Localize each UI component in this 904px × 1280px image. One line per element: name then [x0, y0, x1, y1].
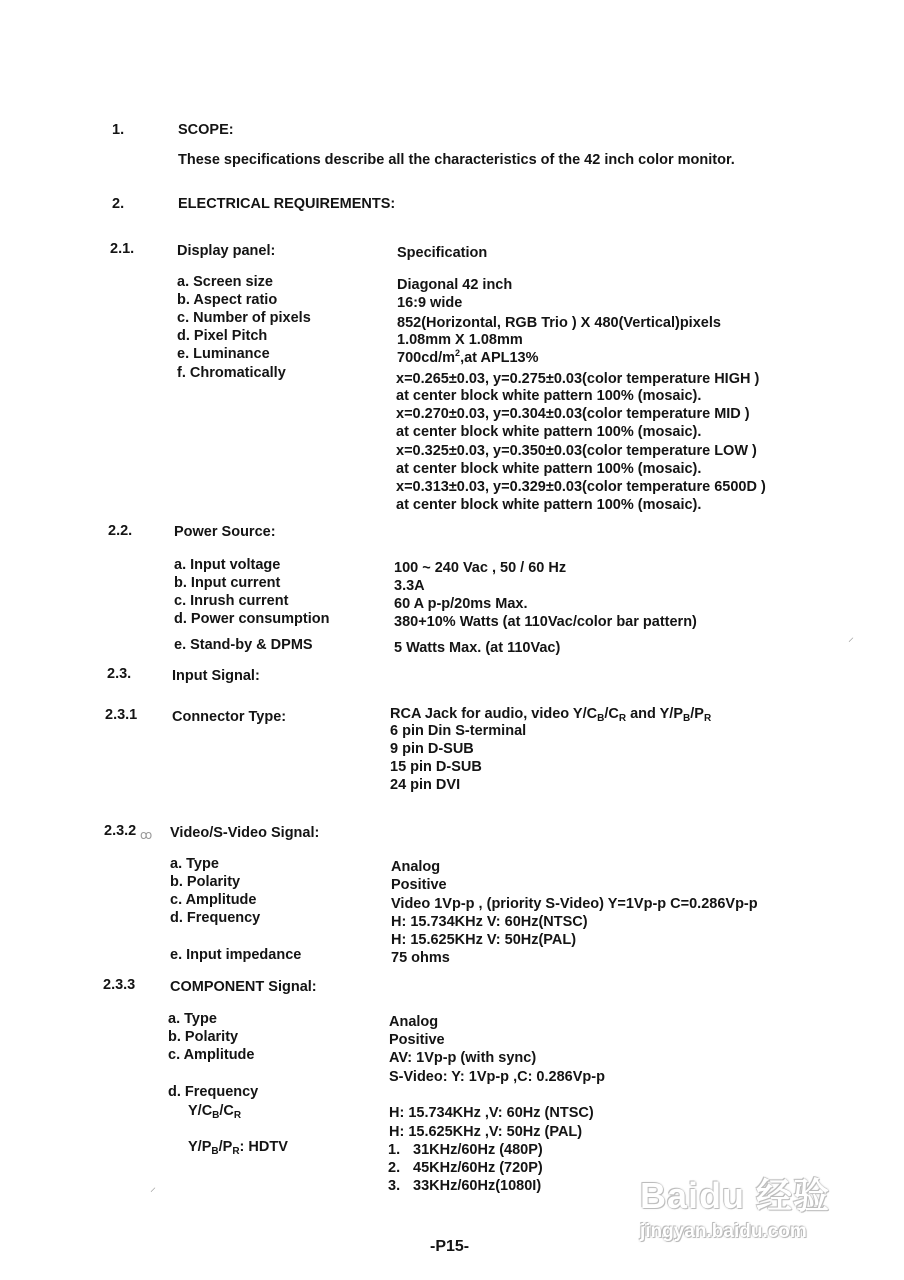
component-label: b. Polarity [168, 1029, 239, 1045]
watermark-url: jingyan.baidu.com [640, 1221, 807, 1242]
section-2-1-number: 2.1. [110, 241, 135, 257]
display-value: 16:9 wide [397, 295, 463, 311]
component-value: Analog [389, 1014, 439, 1030]
spec-header: Specification [397, 245, 488, 261]
video-label: a. Type [170, 856, 219, 872]
power-label: d. Power consumption [174, 611, 330, 627]
connector-line: 15 pin D-SUB [390, 759, 482, 775]
watermark-logo: Baidu 经验 [640, 1175, 831, 1216]
section-2-3-1-number: 2.3.1 [105, 707, 138, 723]
section-2-2-number: 2.2. [108, 523, 133, 539]
video-label: c. Amplitude [170, 892, 257, 908]
component-value: H: 15.625KHz ,V: 50Hz (PAL) [389, 1124, 583, 1140]
section-2-3-3-title: COMPONENT Signal: [170, 979, 317, 995]
power-label: e. Stand-by & DPMS [174, 637, 313, 653]
video-value: Positive [391, 877, 447, 893]
chroma-line: x=0.313±0.03, y=0.329±0.03(color temperature 6500D ) [396, 479, 766, 495]
connector-line: 9 pin D-SUB [390, 741, 474, 757]
component-value: S-Video: Y: 1Vp-p ,C: 0.286Vp-p [389, 1069, 605, 1085]
section-2-3-number: 2.3. [107, 666, 132, 682]
hd-number: 3. [388, 1178, 401, 1194]
power-label: a. Input voltage [174, 557, 281, 573]
chroma-line: x=0.325±0.03, y=0.350±0.03(color temperature LOW ) [396, 443, 757, 459]
scope-text: These specifications describe all the characteristics of the 42 inch color monitor. [178, 152, 735, 168]
hd-value: 45KHz/60Hz (720P) [413, 1160, 543, 1176]
video-value: Analog [391, 859, 441, 875]
power-value: 5 Watts Max. (at 110Vac) [394, 640, 561, 656]
power-label: c. Inrush current [174, 593, 289, 609]
section-2-title: ELECTRICAL REQUIREMENTS: [178, 196, 396, 212]
display-value: 852(Horizontal, RGB Trio ) X 480(Vertical)pixels [397, 315, 721, 331]
baidu-jingyan-watermark [640, 1168, 830, 1243]
section-2-3-2-title: Video/S-Video Signal: [170, 825, 320, 841]
component-value: H: 15.734KHz ,V: 60Hz (NTSC) [389, 1105, 594, 1121]
component-value: Positive [389, 1032, 445, 1048]
display-label: a. Screen size [177, 274, 273, 290]
page-number: -P15- [430, 1238, 470, 1255]
chroma-line: at center block white pattern 100% (mosaic). [396, 388, 702, 404]
section-2-2-title: Power Source: [174, 524, 276, 540]
display-label: c. Number of pixels [177, 310, 311, 326]
connector-line: RCA Jack for audio, video $Y/C_B/C_R$ and $Y/P_B/P_R$ [390, 706, 712, 724]
component-label: a. Type [168, 1011, 217, 1027]
component-label: d. Frequency [168, 1084, 259, 1100]
section-2-number: 2. [112, 196, 125, 212]
power-value: 100 ~ 240 Vac , 50 / 60 Hz [394, 560, 567, 576]
display-label: e. Luminance [177, 346, 270, 362]
display-label: d. Pixel Pitch [177, 328, 268, 344]
video-label: b. Polarity [170, 874, 241, 890]
chroma-line: at center block white pattern 100% (mosaic). [396, 461, 702, 477]
chroma-line: x=0.265±0.03, y=0.275±0.03(color temperature HIGH ) [396, 371, 760, 387]
component-value: AV: 1Vp-p (with sync) [389, 1050, 537, 1066]
display-label: b. Aspect ratio [177, 292, 278, 308]
section-2-3-2-number: 2.3.2 [104, 823, 137, 839]
ypbpr-label: $Y/P_B/P_R$: HDTV [188, 1139, 288, 1157]
section-2-1-title: Display panel: [177, 243, 276, 259]
video-value: Video 1Vp-p , (priority S-Video) Y=1Vp-p C=0.286Vp-p [391, 896, 758, 912]
display-label: f. Chromatically [177, 365, 286, 381]
power-value: 60 A p-p/20ms Max. [394, 596, 528, 612]
section-2-3-title: Input Signal: [172, 668, 260, 684]
luminance-value: $700cd/m^2,at$ APL13% [397, 348, 539, 366]
video-label: d. Frequency [170, 910, 261, 926]
power-label: b. Input current [174, 575, 281, 591]
chroma-line: at center block white pattern 100% (mosaic). [396, 497, 702, 513]
connector-line: 6 pin Din S-terminal [390, 723, 527, 739]
video-value: 75 ohms [391, 950, 450, 966]
scan-speck: ⸝ [848, 630, 855, 644]
ycbcr-label: $Y/C_B/C_R$ [188, 1103, 242, 1121]
video-value: H: 15.625KHz V: 50Hz(PAL) [391, 932, 577, 948]
display-value: Diagonal 42 inch [397, 277, 513, 293]
chroma-line: x=0.270±0.03, y=0.304±0.03(color temperature MID ) [396, 406, 750, 422]
section-1-number: 1. [112, 122, 125, 138]
power-value: 3.3A [394, 578, 425, 594]
connector-line: 24 pin DVI [390, 777, 461, 793]
chroma-line: at center block white pattern 100% (mosaic). [396, 424, 702, 440]
display-value: 1.08mm X 1.08mm [397, 332, 523, 348]
hd-value: 33KHz/60Hz(1080I) [413, 1178, 542, 1194]
section-2-3-3-number: 2.3.3 [103, 977, 136, 993]
component-label: c. Amplitude [168, 1047, 255, 1063]
section-1-title: SCOPE: [178, 122, 234, 138]
scan-speck: ꝏ [140, 828, 153, 842]
hd-number: 1. [388, 1142, 401, 1158]
video-label: e. Input impedance [170, 947, 302, 963]
hd-number: 2. [388, 1160, 401, 1176]
section-2-3-1-title: Connector Type: [172, 709, 287, 725]
scan-speck: ⸝ [150, 1180, 157, 1194]
hd-value: 31KHz/60Hz (480P) [413, 1142, 543, 1158]
video-value: H: 15.734KHz V: 60Hz(NTSC) [391, 914, 588, 930]
power-value: 380+10% Watts (at 110Vac/color bar pattern) [394, 614, 697, 630]
